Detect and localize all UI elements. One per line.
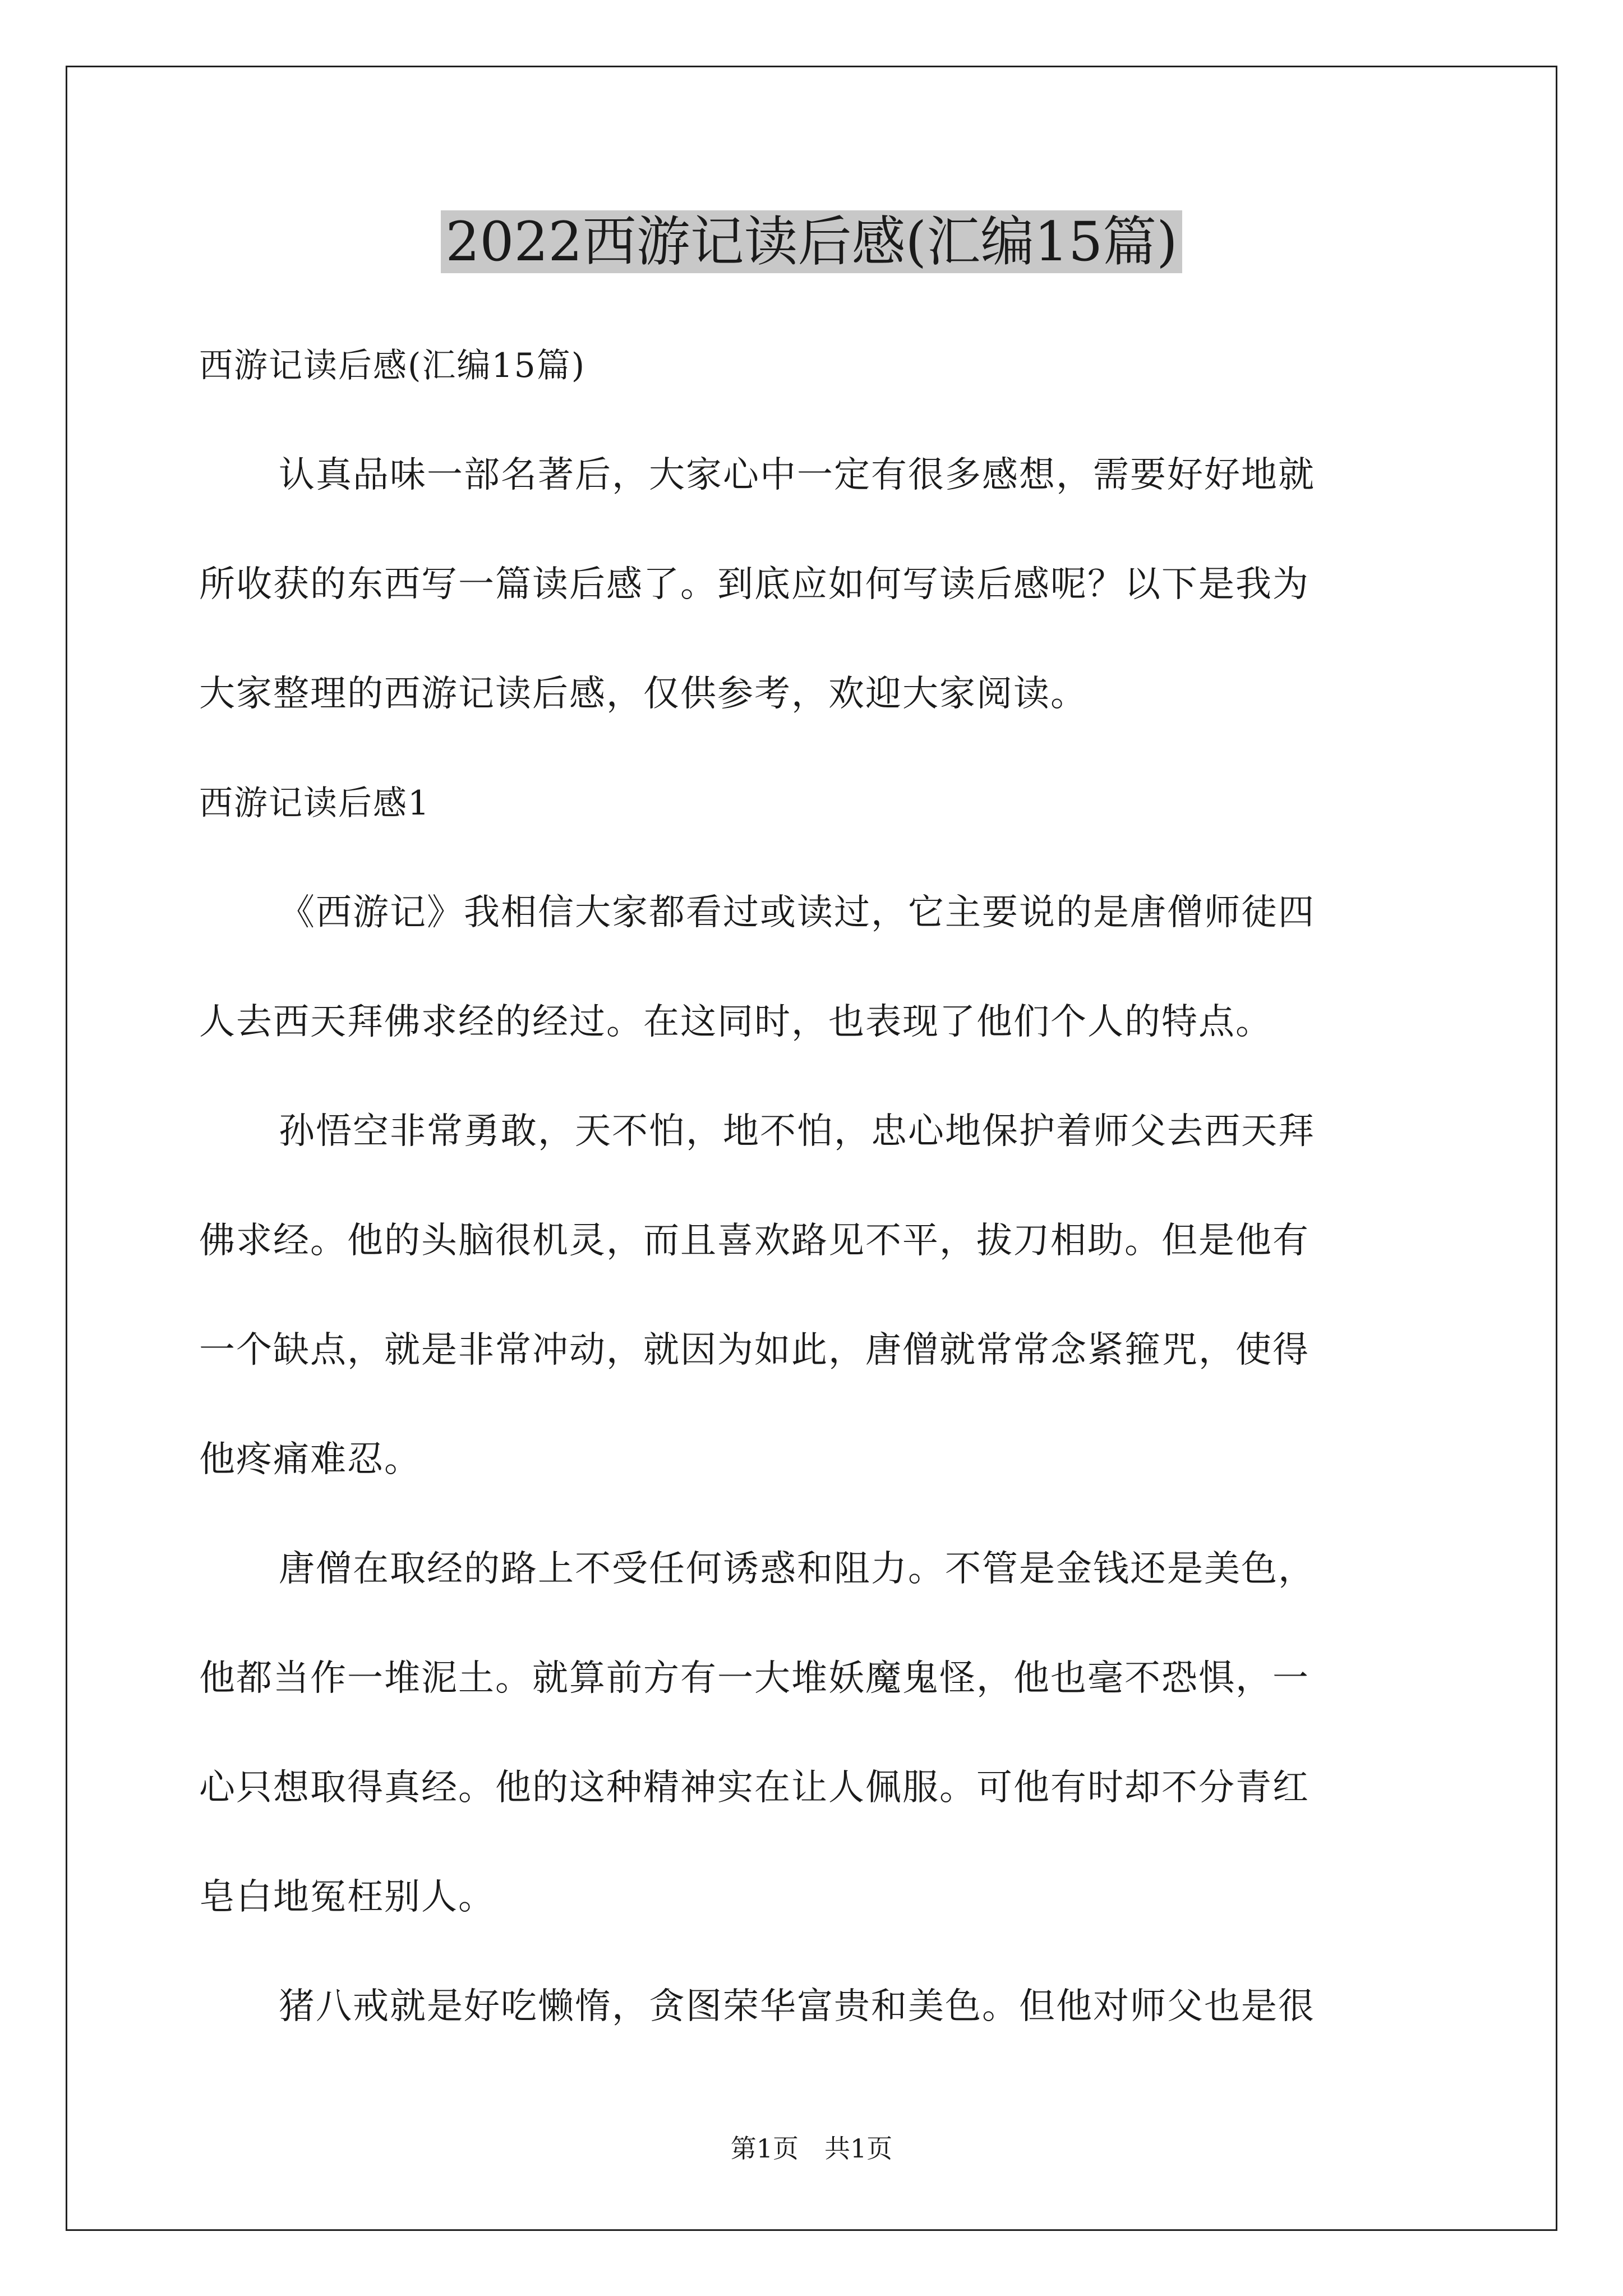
body-line: 皂白地冤枉别人。 <box>199 1876 495 1918</box>
document-body <box>199 311 1427 2062</box>
document-title-text: 2022西游记读后感(汇编15篇) <box>441 210 1182 273</box>
body-line: 孙悟空非常勇敢，天不怕，地不怕，忠心地保护着师父去西天拜 <box>279 1111 1315 1152</box>
page-total: 共1页 <box>824 2133 893 2164</box>
body-line: 人去西天拜佛求经的经过。在这同时，也表现了他们个人的特点。 <box>199 1001 1272 1043</box>
body-line: 他疼痛难忍。 <box>199 1439 421 1480</box>
body-line: 一个缺点，就是非常冲动，就因为如此，唐僧就常常念紧箍咒，使得 <box>199 1329 1310 1371</box>
body-line: 《西游记》我相信大家都看过或读过，它主要说的是唐僧师徒四 <box>279 892 1315 933</box>
body-line: 佛求经。他的头脑很机灵，而且喜欢路见不平，拔刀相助。但是他有 <box>199 1220 1310 1262</box>
page-footer <box>0 2132 1623 2165</box>
section-heading: 西游记读后感1 <box>199 784 431 823</box>
body-line: 心只想取得真经。他的这种精神实在让人佩服。可他有时却不分青红 <box>199 1767 1310 1809</box>
page-number: 第1页 <box>730 2133 799 2164</box>
body-line: 所收获的东西写一篇读后感了。到底应如何写读后感呢？以下是我为 <box>199 564 1310 605</box>
body-line: 猪八戒就是好吃懒惰，贪图荣华富贵和美色。但他对师父也是很 <box>279 1986 1315 2027</box>
section-heading: 西游记读后感(汇编15篇) <box>199 346 586 385</box>
body-line: 认真品味一部名著后，大家心中一定有很多感想，需要好好地就 <box>279 454 1315 496</box>
document-title <box>0 205 1623 278</box>
body-line: 大家整理的西游记读后感，仅供参考，欢迎大家阅读。 <box>199 673 1087 715</box>
body-line: 唐僧在取经的路上不受任何诱惑和阻力。不管是金钱还是美色， <box>279 1548 1315 1590</box>
body-line: 他都当作一堆泥土。就算前方有一大堆妖魔鬼怪，他也毫不恐惧，一 <box>199 1658 1310 1699</box>
